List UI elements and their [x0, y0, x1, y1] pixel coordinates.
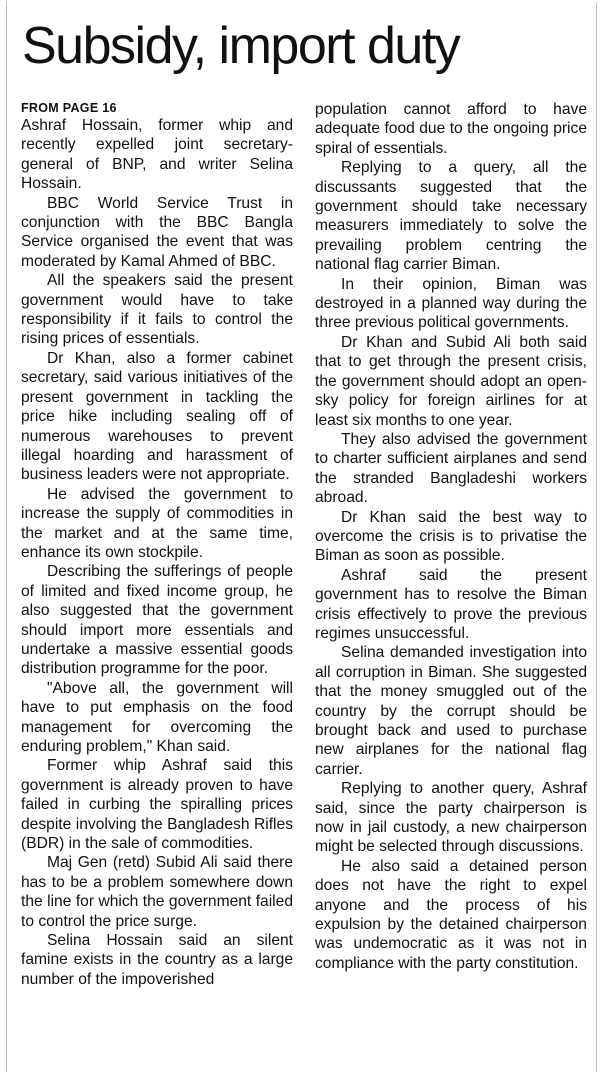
paragraph: In their opinion, Biman was destroyed in a planned way during the three previous political governments.	[315, 275, 587, 332]
paragraph: Replying to a query, all the discussants suggested that the government should take necessary measurers immediately to solve the prevailing problem centring the national flag carrier Biman.	[315, 159, 587, 274]
paragraph: Maj Gen (retd) Subid Ali said there has to be a problem somewhere down the line for which the government failed to control the price surge.	[21, 854, 293, 930]
paragraph: Selina Hossain said an silent famine exists in the country as a large number of the impoverished	[21, 932, 293, 988]
paragraph: They also advised the government to charter sufficient airplanes and send the stranded Bangladeshi workers abroad.	[315, 430, 587, 507]
paragraph: Dr Khan and Subid Ali both said that to get through the present crisis, the government should adopt an open-sky policy for foreign airlines for at least six months to one year.	[315, 333, 587, 429]
left-column	[21, 100, 293, 989]
paragraph: population cannot afford to have adequate food due to the ongoing price spiral of essentials.	[315, 101, 587, 157]
paragraph: Ashraf Hossain, former whip and recently expelled joint secretary-general of BNP, and writer Selina Hossain.	[21, 117, 293, 193]
paragraph: All the speakers said the present government would have to take responsibility if it fails to control the rising prices of essentials.	[21, 272, 293, 348]
paragraph: Dr Khan said the best way to overcome the crisis is to privatise the Biman as soon as possible.	[315, 508, 587, 565]
paragraph: BBC World Service Trust in conjunction with the BBC Bangla Service organised the event that was moderated by Kamal Ahmed of BBC.	[21, 194, 293, 270]
jump-label: FROM PAGE 16	[21, 101, 117, 115]
right-column	[315, 100, 587, 973]
paragraph: Selina demanded investigation into all corruption in Biman. She suggested that the money smuggled out of the country by the corrupt should be brought back and used to purchase new airplanes for the national flag carrier.	[315, 644, 587, 778]
paragraph: Dr Khan, also a former cabinet secretary, said various initiatives of the present government in tackling the price hike including sealing off of numerous warehouses to prevent illegal hoarding and harassment of business leaders were not appropriate.	[21, 349, 293, 484]
paragraph: He also said a detained person does not have the right to expel anyone and the process of his expulsion by the detained chairperson was undemocratic as it was not in compliance with the party constitution.	[315, 857, 587, 972]
paragraph: He advised the government to increase the supply of commodities in the market and at the same time, enhance its own stockpile.	[21, 485, 293, 561]
paragraph: Describing the sufferings of people of limited and fixed income group, he also suggested that the government should import more essentials and undertake a massive essential goods distribution programme for the poor.	[21, 563, 293, 678]
headline: Subsidy, import duty	[22, 17, 460, 75]
right-edge-rule	[596, 2, 597, 1072]
paragraph: Former whip Ashraf said this government is already proven to have failed in curbing the spiralling prices despite involving the Bangladesh Rifles (BDR) in the sale of commodities.	[21, 757, 293, 853]
paragraph: Ashraf said the present government has to resolve the Biman crisis effectively to prove the previous regimes unsuccessful.	[315, 566, 587, 642]
paragraph: "Above all, the government will have to put emphasis on the food management for overcoming the enduring problem," Khan said.	[21, 679, 293, 755]
left-edge-rule	[6, 2, 7, 1072]
paragraph: Replying to another query, Ashraf said, since the party chairperson is now in jail custody, a new chairperson might be selected through discussions.	[315, 780, 587, 856]
